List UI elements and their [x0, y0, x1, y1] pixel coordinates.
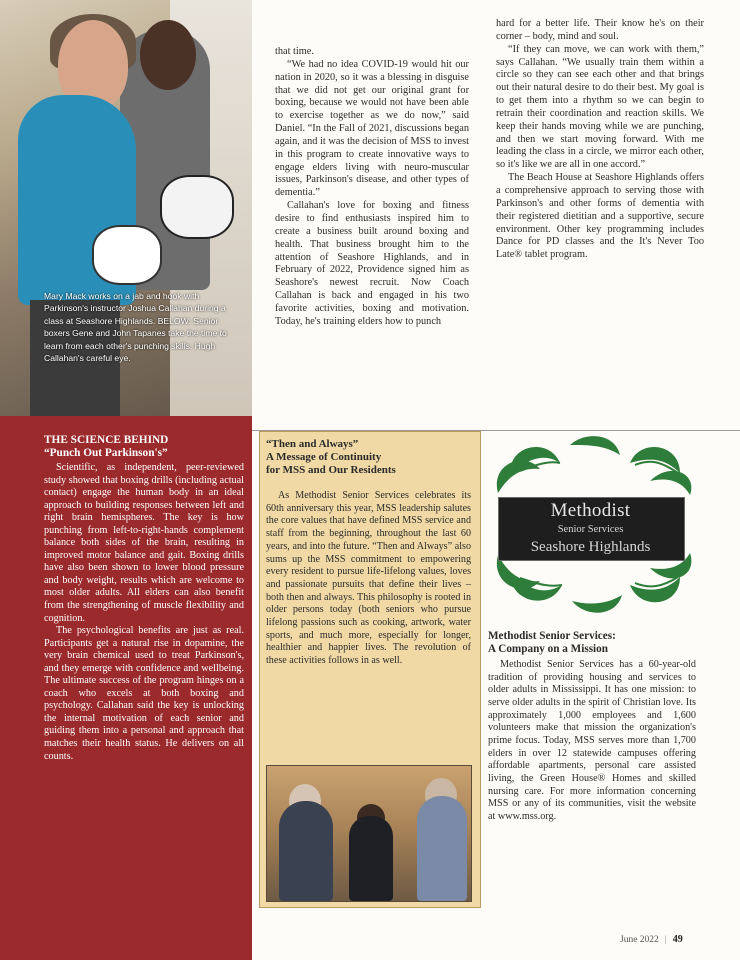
punch-mitt-icon [160, 175, 234, 239]
paragraph: As Methodist Senior Services celebrates its 60th anniversary this year, MSS leadership salutes the core values that have defined MSS service and staff from the beginning, throughout the last 60 years, and into the future. “Then and Always” also sums up the MSS commitment to empowering every resident to pursue life-lifelong values, loves and passionate pursuits that define their lives – both then and always. This philosophy is rooted in older persons today (both seniors who pursue lifelong passions such as cooking, artwork, water sports, and much more, especially for longer, healthier and happier lives. The revolution of these activities follows in as well. [266, 490, 471, 667]
then-and-always-body [266, 490, 471, 668]
senior-boxers-photo [266, 765, 472, 902]
paragraph: “We had no idea COVID-19 would hit our nation in 2020, so it was a blessing in disguise that we did not get our original grant for boxing, because we would not have been able to exercise together as we do now,” said Daniel. “In the Fall of 2021, discussions began again, and it was the decision of MSS to invest in this program to create innovative ways to engage elders living with neuro-muscular issues, Parkinson's disease, and other types of dementia.” [275, 58, 469, 199]
science-sidebar-title: THE SCIENCE BEHIND “Punch Out Parkinson's” [44, 434, 169, 460]
paragraph: The Beach House at Seashore Highlands offers a comprehensive approach to serving those with Parkinson's and other forms of dementia with their registered dietitian and a supportive, secure environment. Other key programming includes Dance for PD classes and the It's Never Too Late® tablet program. [496, 172, 704, 261]
paragraph: Scientific, as independent, peer-reviewed study showed that boxing drills (including actual contact) engage the human body in an ideal approach to building responses between left and right brain hemispheres. The key is how punching from left-to-right-hands complement balance both sides of the brain, resulting in improved motor balance and gait. Boxing drills have also been shown to lower blood pressure and body weight, results which are welcome to most older adults. All elders can also benefit from the strengthening of muscle flexibility and cognition. [44, 462, 244, 624]
boxing-glove-icon [92, 225, 162, 285]
logo-text-methodist: Methodist [550, 500, 631, 521]
article-column-middle [275, 46, 469, 329]
paragraph: The psychological benefits are just as real. Participants get a natural rise in dopamine, the very brain chemical used to treat Parkinson's, and they emerge with confidence and wellbeing. The ultimate success of the program hinges on a coach who excels at both boxing and psychology. Callahan said the key is unlocking the internal motivation of each senior and guiding them into a personal and approach that matches their health status. He delivers on all counts. [44, 625, 244, 762]
paragraph: “If they can move, we can work with them,” says Callahan. “We usually train them within a circle so they can see each other and that brings out their natural desire to do their best. My goal is to get them into a rhythm so we can begin to retrain their coordination and reaction skills. We keep their hands moving while we are punching, and then we start moving forward. With me leading the class in a circle, we mirror each other, so it's like we are all in one accord.” [496, 43, 704, 171]
page-footer: June 2022 | 49 [620, 934, 683, 945]
page-number: 49 [672, 934, 683, 945]
paragraph: hard for a better life. Their know he's on their corner – body, mind and soul. [496, 18, 704, 42]
issue-date: June 2022 [620, 935, 659, 945]
mission-title: Methodist Senior Services: A Company on a Mission [488, 630, 616, 656]
logo-text-seashore-highlands: Seashore Highlands [530, 539, 651, 555]
paragraph: Callahan's love for boxing and fitness desire to find enthusiasts inspired him to create a business built around boxing and health. That business brought him to the attention of Seashore Highlands, and in February of 2022, Providence signed him as Seashore's newest recruit. Now Coach Callahan is back and engaged in his two favorite activities, boxing and motivation. Today, he's training elders how to punch [275, 200, 469, 327]
photo-caption: Mary Mack works on a jab and hook with Parkinson's instructor Joshua Callahan during a class at Seashore Highlands. BELOW: Senior boxers Gene and John Tapanes take the time to learn from each other's punching skills. Hugh Callahan's careful eye. [44, 291, 227, 364]
article-column-right [496, 18, 704, 262]
mission-body [488, 659, 696, 824]
then-and-always-title: “Then and Always” A Message of Continuity for MSS and Our Residents [266, 438, 396, 477]
paragraph: that time. [275, 46, 314, 57]
logo-text-senior-services: Senior Services [557, 524, 624, 535]
science-sidebar-body [44, 462, 244, 763]
paragraph: Methodist Senior Services has a 60-year-old tradition of providing housing and services to older adults in Mississippi. It has one mission: to serve older adults in the spirit of Christian love. Its approximately 1,000 employees and 1,600 volunteers make that mission the organization's prime focus. Today, MSS serves more than 1,700 elders in over 12 statewide campuses offering affordable apartments, personal care assisted living, the Green House® Homes and skilled nursing care. For more information concerning MSS or any of its communities, visit the website at www.mss.org. [488, 659, 696, 822]
